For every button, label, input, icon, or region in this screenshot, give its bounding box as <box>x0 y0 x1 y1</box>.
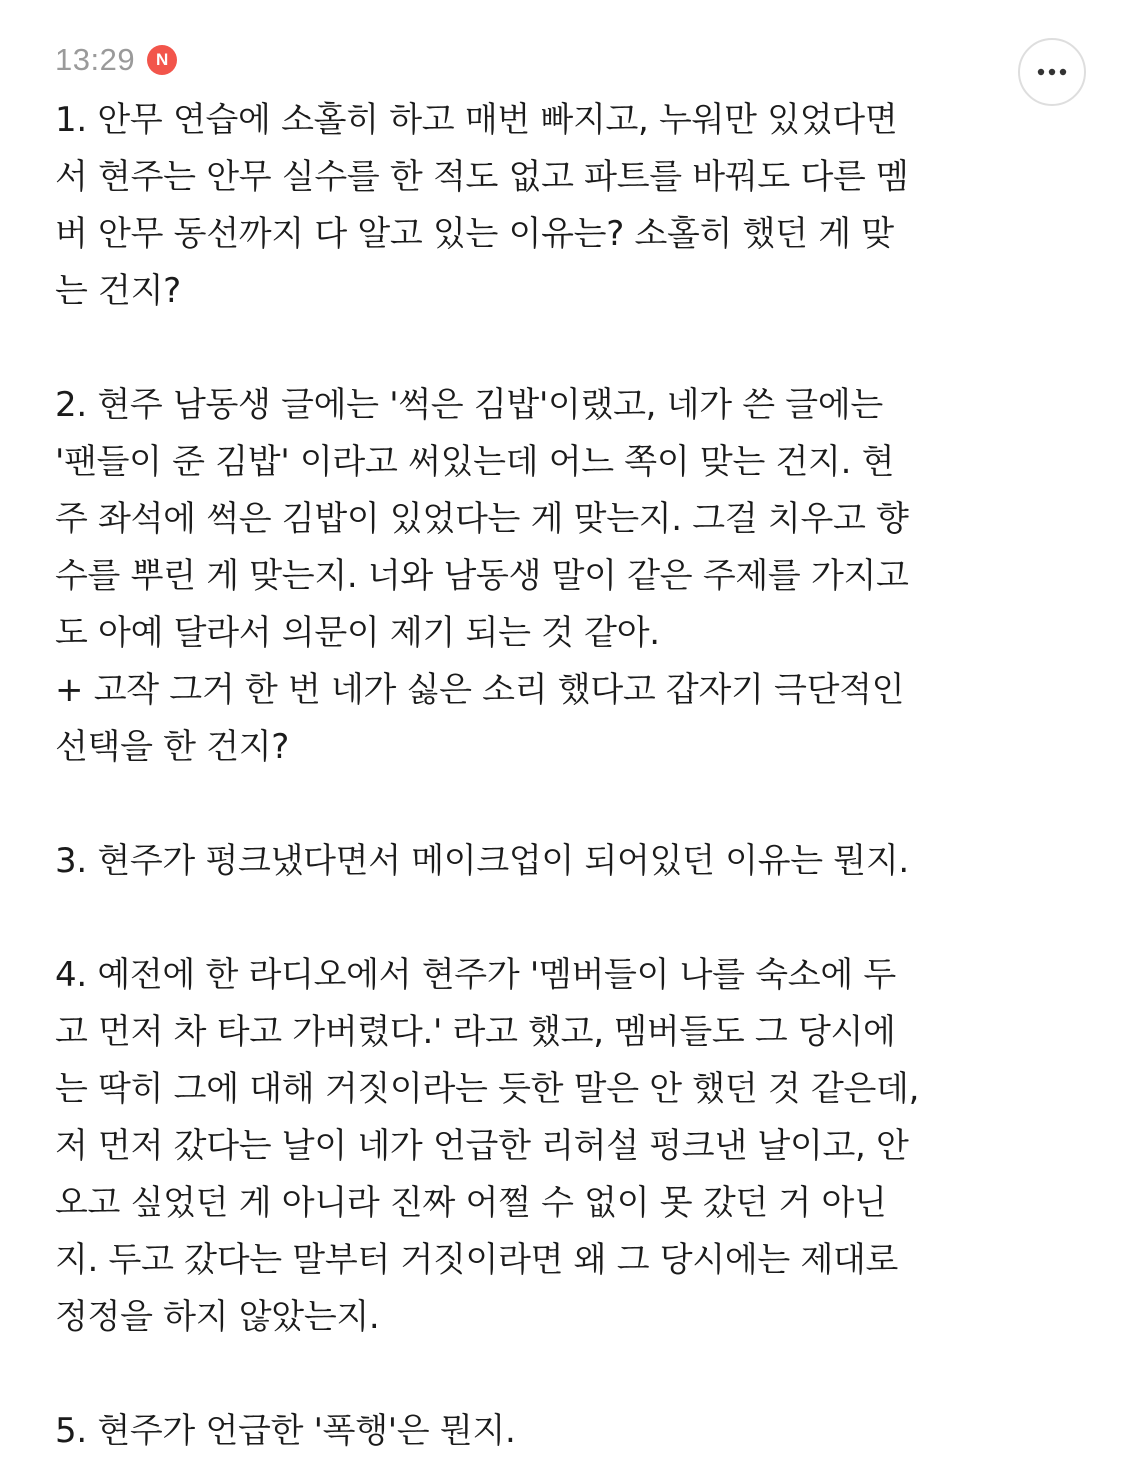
text-line: 정정을 하지 않았는지. <box>55 1297 380 1337</box>
text-line: 도 아예 달라서 의문이 제기 되는 것 같아. <box>55 613 660 653</box>
paragraph-gap <box>55 776 1045 833</box>
text-line: '팬들이 준 김밥' 이라고 써있는데 어느 쪽이 맞는 건지. 현 <box>55 442 895 482</box>
more-horizontal-icon <box>1037 68 1067 76</box>
text-line: 5. 현주가 언급한 '폭행'은 뭔지. <box>55 1411 516 1451</box>
paragraph-5 <box>55 1403 1045 1460</box>
text-line: 저 먼저 갔다는 날이 네가 언급한 리허설 펑크낸 날이고, 안 <box>55 1126 909 1166</box>
text-line: + 고작 그거 한 번 네가 싫은 소리 했다고 갑자기 극단적인 <box>55 670 905 710</box>
text-line: 는 건지? <box>55 271 181 311</box>
text-line: 선택을 한 건지? <box>55 727 290 767</box>
text-line: 3. 현주가 펑크냈다면서 메이크업이 되어있던 이유는 뭔지. <box>55 841 909 881</box>
status-row <box>55 40 177 80</box>
text-line: 1. 안무 연습에 소홀히 하고 매번 빠지고, 누워만 있었다면 <box>55 100 898 140</box>
paragraph-gap <box>55 1346 1045 1403</box>
text-line: 지. 두고 갔다는 말부터 거짓이라면 왜 그 당시에는 제대로 <box>55 1240 899 1280</box>
text-line: 버 안무 동선까지 다 알고 있는 이유는? 소홀히 했던 게 맞 <box>55 214 894 254</box>
paragraph-2 <box>55 377 1045 776</box>
paragraph-1 <box>55 92 1045 320</box>
text-line: 는 딱히 그에 대해 거짓이라는 듯한 말은 안 했던 것 같은데, <box>55 1069 920 1109</box>
text-line: 2. 현주 남동생 글에는 '썩은 김밥'이랬고, 네가 쓴 글에는 <box>55 385 883 425</box>
paragraph-gap <box>55 320 1045 377</box>
post-body <box>55 92 1045 1460</box>
text-line: 고 먼저 차 타고 가버렸다.' 라고 했고, 멤버들도 그 당시에 <box>55 1012 896 1052</box>
text-line: 수를 뿌린 게 맞는지. 너와 남동생 말이 같은 주제를 가지고 <box>55 556 909 596</box>
status-time: 13:29 <box>55 42 136 77</box>
text-line: 오고 싶었던 게 아니라 진짜 어쩔 수 없이 못 갔던 거 아닌 <box>55 1183 887 1223</box>
paragraph-gap <box>55 890 1045 947</box>
notification-badge-icon: N <box>147 45 177 75</box>
paragraph-4 <box>55 947 1045 1346</box>
text-line: 주 좌석에 썩은 김밥이 있었다는 게 맞는지. 그걸 치우고 향 <box>55 499 909 539</box>
paragraph-3 <box>55 833 1045 890</box>
text-line: 서 현주는 안무 실수를 한 적도 없고 파트를 바꿔도 다른 멤 <box>55 157 909 197</box>
text-line: 4. 예전에 한 라디오에서 현주가 '멤버들이 나를 숙소에 두 <box>55 955 896 995</box>
